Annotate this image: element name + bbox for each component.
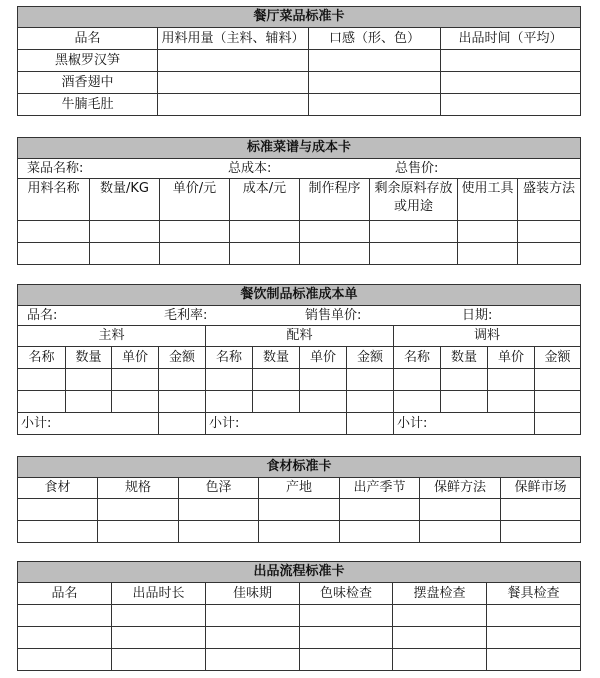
table-cell[interactable] [487,649,581,671]
table-cell[interactable] [66,369,112,391]
table-cell[interactable] [441,369,488,391]
table-cell[interactable] [90,243,160,265]
dish-name-cell: 酒香翅中 [18,72,158,94]
table-cell[interactable] [179,499,259,521]
table-cell[interactable] [487,627,581,649]
table-cell[interactable] [230,221,300,243]
table-cell[interactable] [18,243,90,265]
dish-standard-card-title: 餐厅菜品标准卡 [18,7,581,28]
header-leftover: 剩余原料存放或用途 [370,179,458,221]
table-cell[interactable] [393,627,487,649]
table-cell[interactable] [441,391,488,413]
table-cell[interactable] [441,94,581,116]
header-dish-name: 品名 [18,583,112,605]
table-cell[interactable] [441,50,581,72]
group-side-ingredient: 配料 [206,326,394,347]
table-cell[interactable] [158,50,309,72]
table-cell[interactable] [206,627,300,649]
recipe-info-row [18,159,581,179]
table-cell[interactable] [18,605,112,627]
table-cell[interactable] [393,605,487,627]
date-label: 日期: [462,307,493,323]
table-cell[interactable] [259,499,340,521]
table-cell[interactable] [300,369,347,391]
table-cell[interactable] [300,221,370,243]
header-unit-price: 单价/元 [160,179,230,221]
group-seasoning: 调料 [394,326,581,347]
table-cell[interactable] [300,243,370,265]
table-cell[interactable] [18,521,98,543]
header-texture: 口感（形、色） [309,28,441,50]
header-color: 色泽 [179,478,259,499]
table-cell[interactable] [160,243,230,265]
header-market: 保鲜市场 [501,478,581,499]
table-cell[interactable] [206,369,253,391]
header-quantity: 数量 [441,347,488,369]
table-cell[interactable] [259,521,340,543]
table-cell[interactable] [18,499,98,521]
product-cost-sheet-title: 餐饮制品标准成本单 [18,285,581,306]
table-cell[interactable] [98,521,179,543]
table-cell[interactable] [158,94,309,116]
header-cost: 成本/元 [230,179,300,221]
header-quantity: 数量 [66,347,112,369]
header-season: 出产季节 [340,478,420,499]
table-cell[interactable] [309,72,441,94]
table-cell[interactable] [487,605,581,627]
table-cell[interactable] [501,521,581,543]
header-quantity: 数量/KG [90,179,160,221]
dish-name-label: 菜品名称: [27,160,84,176]
table-cell[interactable] [309,94,441,116]
product-cost-sheet [17,284,581,435]
ingredient-standard-card [17,456,581,543]
total-price-label: 总售价: [395,160,439,176]
header-quantity: 数量 [253,347,300,369]
table-cell[interactable] [206,605,300,627]
margin-label: 毛利率: [164,307,208,323]
total-cost-label: 总成本: [228,160,272,176]
subtotal-label: 小计: [206,413,347,435]
table-cell[interactable] [420,521,501,543]
table-cell[interactable] [420,499,501,521]
dish-standard-card [17,6,581,116]
table-cell[interactable] [253,369,300,391]
header-ingredient: 食材 [18,478,98,499]
recipe-cost-card-title: 标准菜谱与成本卡 [18,138,581,159]
table-cell[interactable] [112,627,206,649]
table-cell[interactable] [112,391,159,413]
table-cell[interactable] [159,369,206,391]
table-cell[interactable] [18,627,112,649]
table-cell[interactable] [300,605,393,627]
table-cell[interactable] [394,369,441,391]
table-cell[interactable] [160,221,230,243]
table-cell[interactable] [535,369,581,391]
table-cell[interactable] [206,391,253,413]
group-main-ingredient: 主料 [18,326,206,347]
header-unit-price: 单价 [300,347,347,369]
header-color-taste-check: 色味检查 [300,583,393,605]
dish-name-cell: 黑椒罗汉笋 [18,50,158,72]
table-cell[interactable] [300,391,347,413]
table-cell[interactable] [90,221,160,243]
table-cell[interactable] [441,72,581,94]
dish-name-cell: 牛腩毛肚 [18,94,158,116]
header-amount: 金额 [347,347,394,369]
table-cell[interactable] [300,627,393,649]
header-plating: 盛装方法 [518,179,581,221]
table-cell[interactable] [112,605,206,627]
table-cell[interactable] [230,243,300,265]
header-preservation: 保鲜方法 [420,478,501,499]
header-origin: 产地 [259,478,340,499]
table-cell[interactable] [488,369,535,391]
subtotal-value[interactable] [347,413,394,435]
table-cell[interactable] [66,391,112,413]
table-cell[interactable] [18,649,112,671]
table-cell[interactable] [458,221,518,243]
header-ingredient-name: 用料名称 [18,179,90,221]
table-cell[interactable] [309,50,441,72]
header-serving-duration: 出品时长 [112,583,206,605]
table-cell[interactable] [347,369,394,391]
table-cell[interactable] [458,243,518,265]
header-tools: 使用工具 [458,179,518,221]
table-cell[interactable] [340,521,420,543]
header-name: 名称 [206,347,253,369]
header-plating-check: 摆盘检查 [393,583,487,605]
header-name: 名称 [18,347,66,369]
table-cell[interactable] [535,391,581,413]
table-cell[interactable] [518,221,581,243]
header-unit-price: 单价 [488,347,535,369]
subtotal-value[interactable] [535,413,581,435]
table-cell[interactable] [18,369,66,391]
cost-sheet-info-row [18,306,581,326]
table-cell[interactable] [206,649,300,671]
table-cell[interactable] [179,521,259,543]
table-cell[interactable] [158,72,309,94]
header-serving-time: 出品时间（平均） [441,28,581,50]
product-label: 品名: [27,307,58,323]
header-unit-price: 单价 [112,347,159,369]
sale-price-label: 销售单价: [305,307,362,323]
table-cell[interactable] [393,649,487,671]
table-cell[interactable] [300,649,393,671]
table-cell[interactable] [18,221,90,243]
recipe-cost-card [17,137,581,265]
table-cell[interactable] [347,391,394,413]
header-ingredients: 用料用量（主料、辅料） [158,28,309,50]
table-cell[interactable] [112,369,159,391]
table-cell[interactable] [370,243,458,265]
header-amount: 金额 [535,347,581,369]
subtotal-value[interactable] [159,413,206,435]
table-cell[interactable] [394,391,441,413]
table-cell[interactable] [98,499,179,521]
table-cell[interactable] [253,391,300,413]
table-cell[interactable] [18,391,66,413]
table-cell[interactable] [159,391,206,413]
header-amount: 金额 [159,347,206,369]
ingredient-card-title: 食材标准卡 [18,457,581,478]
table-cell[interactable] [370,221,458,243]
subtotal-label: 小计: [18,413,159,435]
table-cell[interactable] [501,499,581,521]
header-procedure: 制作程序 [300,179,370,221]
table-cell[interactable] [488,391,535,413]
header-dish-name: 品名 [18,28,158,50]
table-cell[interactable] [518,243,581,265]
serving-process-card [17,561,581,671]
header-best-period: 佳味期 [206,583,300,605]
subtotal-label: 小计: [394,413,535,435]
header-tableware-check: 餐具检查 [487,583,581,605]
table-cell[interactable] [112,649,206,671]
table-cell[interactable] [340,499,420,521]
header-spec: 规格 [98,478,179,499]
header-name: 名称 [394,347,441,369]
serving-process-card-title: 出品流程标准卡 [18,562,581,583]
